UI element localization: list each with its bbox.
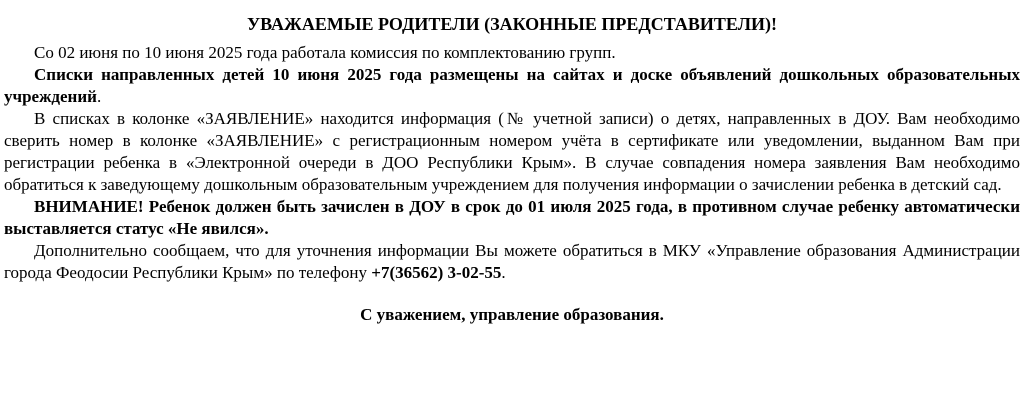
notice-title: УВАЖАЕМЫЕ РОДИТЕЛИ (ЗАКОННЫЕ ПРЕДСТАВИТЕЛИ)! [246,14,778,34]
paragraph-contact [4,240,1020,284]
paragraph-commission-text: Со 02 июня по 10 июня 2025 года работала комиссия по комплектованию групп. [34,43,616,62]
paragraph-attention [4,196,1020,240]
paragraph-instructions-text: В списках в колонке «ЗАЯВЛЕНИЕ» находится информация (№ учетной записи) о детях, направленных в ДОУ. Вам необходимо сверить номер в колонке «ЗАЯВЛЕНИЕ» с регистрационным номером учёта в сертификате или уведомлении, выданном Вам при регистрации ребенка в «Электронной очереди в ДОО Республики Крым». В случае совпадения номера заявления Вам необходимо обратиться к заведующему дошкольным образовательным учреждением для получения информации о зачислении ребенка в детский сад. [4,109,1020,194]
paragraph-instructions [4,108,1020,196]
paragraph-lists [4,64,1020,108]
paragraph-lists-tail: . [96,87,102,106]
contact-phone: +7(36562) 3-02-55 [371,263,502,282]
paragraph-lists-bold: Списки направленных детей 10 июня 2025 года размещены на сайтах и доске объявлений дошкольных образовательных учреждений [4,65,1020,106]
signature: С уважением, управление образования. [360,305,664,324]
paragraph-commission [4,42,1020,64]
paragraph-contact-text: Дополнительно сообщаем, что для уточнения информации Вы можете обратиться в МКУ «Управление образования Администрации города Феодосии Республики Крым» по телефону [4,241,1020,282]
paragraph-contact-tail: . [501,263,506,282]
paragraph-attention-bold: ВНИМАНИЕ! Ребенок должен быть зачислен в ДОУ в срок до 01 июля 2025 года, в противном случае ребенку автоматически выставляется статус «Не явился». [4,197,1020,238]
